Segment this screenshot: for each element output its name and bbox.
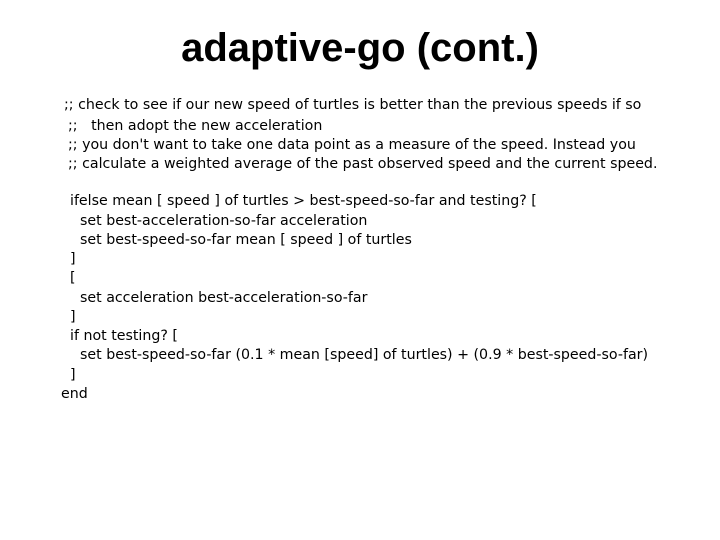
code-line-close-bracket-1: ] bbox=[70, 251, 76, 267]
code-comment-line-2: ;; then adopt the new acceleration bbox=[68, 118, 323, 134]
code-line-set-best-acceleration: set best-acceleration-so-far acceleration bbox=[80, 213, 368, 229]
code-line-ifelse: ifelse mean [ speed ] of turtles > best-speed-so-far and testing? [ bbox=[70, 193, 537, 209]
code-comment-line-1: ;; check to see if our new speed of turtles is better than the previous speeds if so bbox=[64, 97, 642, 113]
code-comment-line-3: ;; you don't want to take one data point as a measure of the speed. Instead you bbox=[68, 137, 636, 153]
code-line-close-bracket-2: ] bbox=[70, 309, 76, 325]
slide-title: adaptive-go (cont.) bbox=[181, 26, 539, 70]
code-line-close-bracket-3: ] bbox=[70, 367, 76, 383]
code-line-end: end bbox=[61, 386, 88, 402]
code-line-set-acceleration: set acceleration best-acceleration-so-far bbox=[80, 290, 368, 306]
code-line-set-best-speed: set best-speed-so-far mean [ speed ] of turtles bbox=[80, 232, 412, 248]
code-line-open-bracket: [ bbox=[70, 270, 76, 286]
code-line-weighted-average: set best-speed-so-far (0.1 * mean [speed] of turtles) + (0.9 * best-speed-so-far) bbox=[80, 347, 649, 363]
code-comment-line-4: ;; calculate a weighted average of the past observed speed and the current speed. bbox=[68, 156, 658, 172]
code-line-if-not-testing: if not testing? [ bbox=[70, 328, 178, 344]
